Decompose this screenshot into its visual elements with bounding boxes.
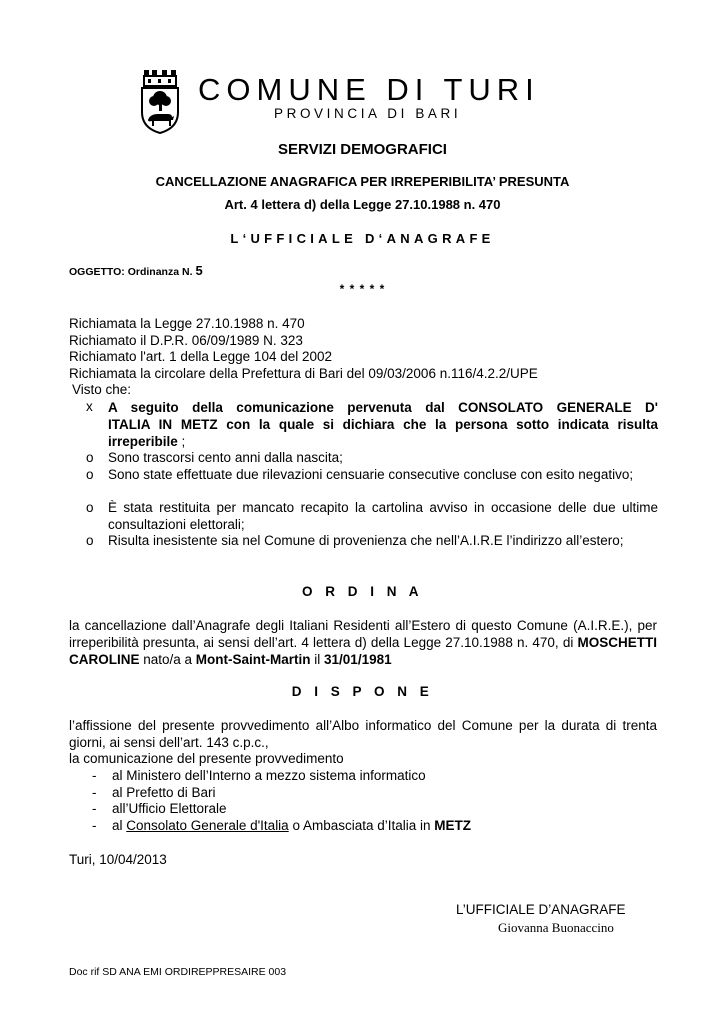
visto-item: Sono state effettuate due rilevazioni censuarie consecutive concluse con esito negativo; [108, 467, 634, 482]
dash-marker: - [92, 768, 97, 783]
il-label: il [310, 652, 325, 667]
recipient-item: al Prefetto di Bari [112, 784, 216, 800]
consolato-prefix: al [112, 817, 127, 833]
signature-title: L’UFFICIALE D’ANAGRAFE [456, 902, 626, 917]
visto-item-first [108, 399, 658, 450]
richiamata-line: Richiamata la Legge 27.10.1988 n. 470 [69, 316, 305, 331]
dash-marker: - [92, 817, 97, 833]
province-subtitle: PROVINCIA DI BARI [274, 106, 462, 121]
oggetto-label: OGGETTO: Ordinanza N. [69, 266, 193, 278]
richiamata-line: Richiamato l'art. 1 della Legge 104 del 2002 [69, 349, 333, 364]
visto-first-tail: ; [177, 434, 186, 449]
richiamata-line: Richiamata la circolare della Prefettura di Bari del 09/03/2006 n.116/4.2.2/UPE [69, 365, 538, 381]
recipient-item: al Ministero dell’Interno a mezzo sistema informatico [112, 768, 426, 783]
birth-date: 31/01/1981 [324, 652, 392, 667]
bullet-marker: o [86, 500, 94, 515]
visto-first-line: A seguito della comunicazione pervenuta dal CONSOLATO GENERALE D' [108, 400, 658, 415]
dash-marker: - [92, 801, 97, 816]
checked-marker: x [86, 399, 93, 414]
ordina-heading: O R D I N A [301, 584, 423, 599]
subject-title: CANCELLAZIONE ANAGRAFICA PER IRREPERIBILITA’ PRESUNTA [155, 174, 570, 189]
service-heading: SERVIZI DEMOGRAFICI [278, 141, 447, 158]
richiamata-line: Richiamato il D.P.R. 06/09/1989 N. 323 [69, 332, 303, 348]
bullet-marker: o [86, 467, 94, 482]
communication-label: la comunicazione del presente provvedimento [69, 751, 344, 766]
place-date: Turi, 10/04/2013 [69, 852, 167, 867]
visto-label: Visto che: [72, 382, 132, 397]
visto-item: È stata restituita per mancato recapito la cartolina avviso in occasione delle due ultime consultazioni elettorali; [108, 500, 658, 532]
recipient-item: all’Ufficio Elettorale [112, 801, 227, 816]
ordinance-number: 5 [195, 263, 203, 278]
consolato-name: Consolato Generale d'Italia [126, 817, 289, 833]
visto-item: Sono trascorsi cento anni dalla nascita; [108, 450, 343, 465]
bullet-marker: o [86, 533, 94, 548]
visto-first-line: irreperibile [108, 434, 178, 449]
visto-item: Risulta inesistente sia nel Comune di provenienza che nell’A.I.R.E l’indirizzo all’estero; [108, 533, 624, 548]
dash-marker: - [92, 784, 97, 800]
separator-stars: * * * * * [339, 282, 386, 296]
recipient-item-consolato [112, 818, 471, 835]
oggetto-line [69, 263, 203, 278]
town-crest-icon [138, 68, 182, 134]
ordina-text [69, 617, 657, 668]
document-reference: Doc rif SD ANA EMI ORDIREPPRESAIRE 003 [69, 966, 287, 978]
dispone-heading: D I S P O N E [291, 684, 434, 699]
bullet-marker: o [86, 450, 94, 465]
nato-label: nato/a a [139, 652, 196, 667]
dispone-text: l’affissione del presente provvedimento all’Albo informatico del Comune per la durata di trenta giorni, ai sensi dell’art. 143 c.p.c., [69, 718, 657, 750]
person-name: MOSCHETTI CAROLINE [69, 635, 657, 667]
officer-heading: L‘UFFICIALE D‘ANAGRAFE [230, 231, 495, 246]
birth-place: Mont-Saint-Martin [195, 652, 311, 667]
signature-name: Giovanna Buonaccino [498, 920, 614, 935]
ordina-text-start: la cancellazione dall’Anagrafe degli Italiani Residenti all’Estero di questo Comune (A.I.R.E.), per irreperibilità presunta, ai sensi dell’art. 4 lettera d) della Legge 27.10.1988 n. 470, di [69, 618, 657, 650]
town-title: COMUNE DI TURI [198, 72, 540, 107]
visto-first-line: ITALIA IN METZ con la quale si dichiara che la persona sotto indicata risulta [108, 417, 658, 432]
consolato-city: METZ [434, 817, 472, 833]
consolato-middle: o Ambasciata d’Italia in [288, 817, 435, 833]
law-reference: Art. 4 lettera d) della Legge 27.10.1988 n. 470 [224, 197, 501, 212]
